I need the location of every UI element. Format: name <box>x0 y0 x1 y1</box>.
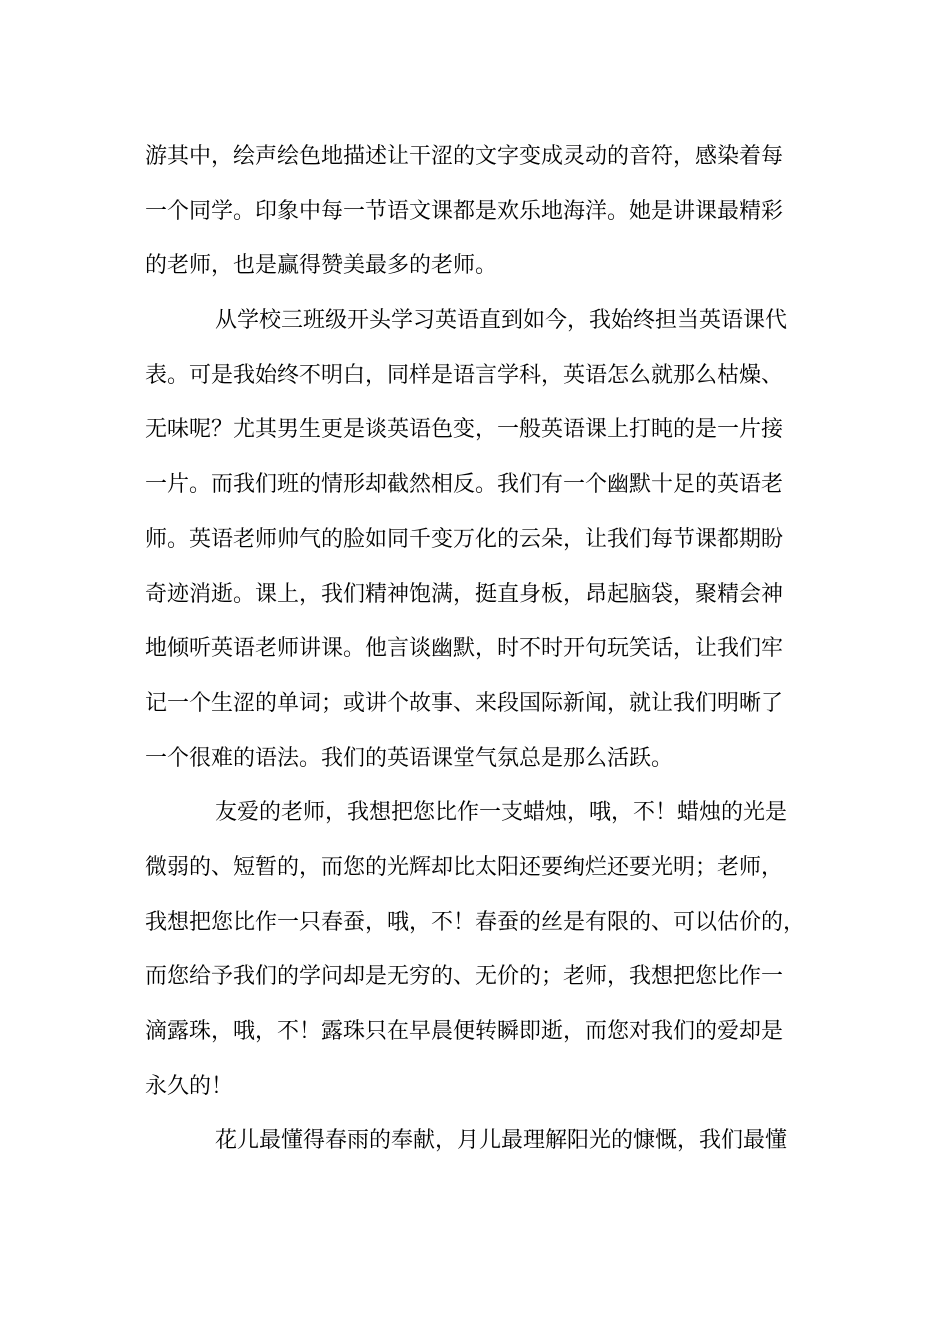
text-line: 从学校三班级开头学习英语直到如今，我始终担当英语课代 <box>215 308 788 334</box>
text-line: 花儿最懂得春雨的奉献，月儿最理解阳光的慷慨，我们最懂 <box>215 1128 788 1154</box>
text-line: 而您给予我们的学问却是无穷的、无价的；老师，我想把您比作一 <box>145 964 784 990</box>
text-line: 一个同学。印象中每一节语文课都是欢乐地海洋。她是讲课最精彩 <box>145 198 784 224</box>
text-line: 奇迹消逝。课上，我们精神饱满，挺直身板，昂起脑袋，聚精会神 <box>145 581 784 607</box>
text-line: 微弱的、短暂的，而您的光辉却比太阳还要绚烂还要光明；老师， <box>145 854 784 880</box>
text-line: 地倾听英语老师讲课。他言谈幽默，时不时开句玩笑话，让我们牢 <box>145 636 784 662</box>
text-line: 滴露珠，哦，不！露珠只在早晨便转瞬即逝，而您对我们的爱却是 <box>145 1019 784 1044</box>
text-line: 无味呢？尤其男生更是谈英语色变，一般英语课上打盹的是一片接 <box>145 417 784 443</box>
text-line: 游其中，绘声绘色地描述让干涩的文字变成灵动的音符，感染着每 <box>145 144 784 169</box>
text-line: 师。英语老师帅气的脸如同千变万化的云朵，让我们每节课都期盼 <box>145 526 784 552</box>
body-text <box>145 130 835 1169</box>
text-line: 我想把您比作一只春蚕，哦，不！春蚕的丝是有限的、可以估价的， <box>145 909 806 935</box>
text-line: 记一个生涩的单词；或讲个故事、来段国际新闻，就让我们明晰了 <box>145 690 784 716</box>
text-line: 一片。而我们班的情形却截然相反。我们有一个幽默十足的英语老 <box>145 472 784 498</box>
text-line: 表。可是我始终不明白，同样是语言学科，英语怎么就那么枯燥、 <box>145 362 784 388</box>
text-line: 永久的！ <box>145 1073 234 1099</box>
text-line: 一个很难的语法。我们的英语课堂气氛总是那么活跃。 <box>145 745 674 771</box>
text-line: 友爱的老师，我想把您比作一支蜡烛，哦，不！蜡烛的光是 <box>215 800 788 826</box>
text-line: 的老师，也是赢得赞美最多的老师。 <box>145 253 498 279</box>
